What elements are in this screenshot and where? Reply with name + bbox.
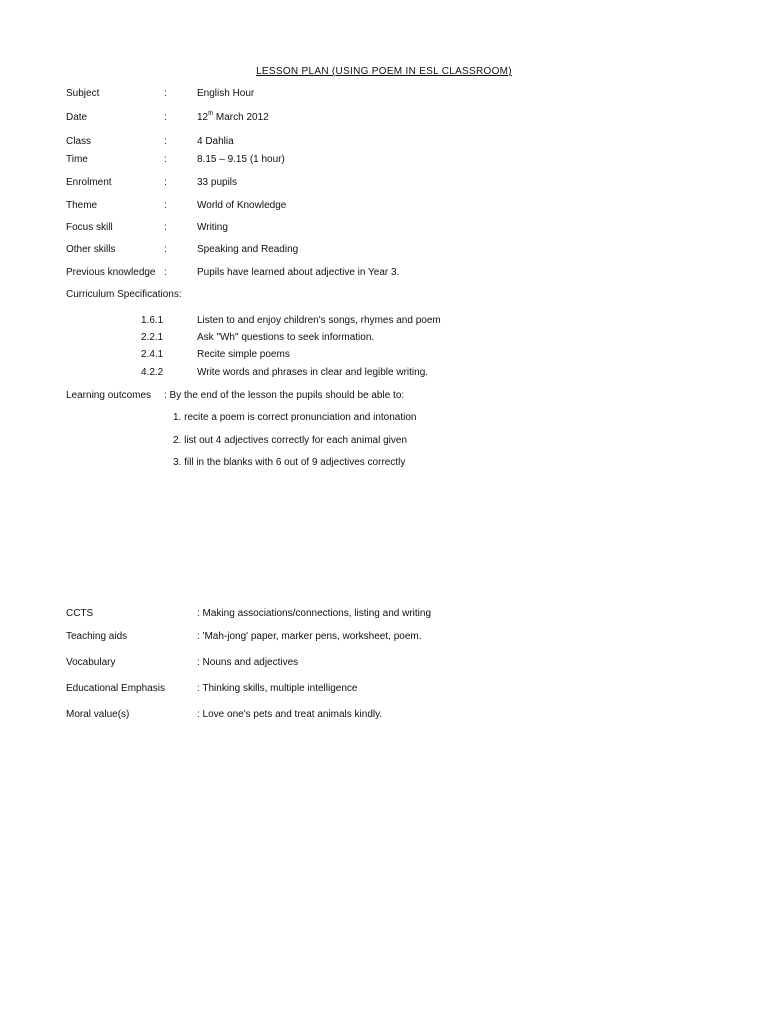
field-value: English Hour <box>197 88 255 99</box>
field-value: 4 Dahlia <box>197 136 234 147</box>
date-rest: March 2012 <box>213 112 269 123</box>
field-label: Class <box>66 136 92 147</box>
curriculum-code: 1.6.1 <box>141 315 164 326</box>
moral-values-value: : Love one's pets and treat animals kindly. <box>197 709 383 720</box>
ccts-value: : Making associations/connections, listing and writing <box>197 608 432 619</box>
field-label: Enrolment <box>66 177 112 188</box>
curriculum-code: 4.2.2 <box>141 367 164 378</box>
field-label: Other skills <box>66 244 116 255</box>
field-label: Subject <box>66 88 100 99</box>
field-label: Date <box>66 112 88 123</box>
learning-outcomes-intro: : By the end of the lesson the pupils should be able to: <box>164 390 405 401</box>
teaching-aids-value: : 'Mah-jong' paper, marker pens, worksheet, poem. <box>197 631 422 642</box>
field-colon: : <box>164 200 167 211</box>
field-colon: : <box>164 112 167 123</box>
field-value: World of Knowledge <box>197 200 287 211</box>
ccts-label: CCTS <box>66 608 94 619</box>
curriculum-text: Recite simple poems <box>197 349 290 360</box>
field-colon: : <box>164 136 167 147</box>
field-label: Theme <box>66 200 98 211</box>
teaching-aids-label: Teaching aids <box>66 631 128 642</box>
moral-values-label: Moral value(s) <box>66 709 130 720</box>
field-colon: : <box>164 222 167 233</box>
curriculum-code: 2.4.1 <box>141 349 164 360</box>
learning-outcomes-label: Learning outcomes <box>66 390 152 401</box>
curriculum-heading: Curriculum Specifications: <box>66 289 182 300</box>
educational-emphasis-value: : Thinking skills, multiple intelligence <box>197 683 358 694</box>
vocabulary-label: Vocabulary <box>66 657 116 668</box>
field-label: Previous knowledge <box>66 267 156 278</box>
date-day: 12 <box>197 112 209 123</box>
field-value: Pupils have learned about adjective in Year 3. <box>197 267 400 278</box>
field-colon: : <box>164 88 167 99</box>
learning-outcome-item: 2. list out 4 adjectives correctly for each animal given <box>173 435 407 446</box>
date-suffix: th <box>208 111 214 117</box>
educational-emphasis-label: Educational Emphasis <box>66 683 165 694</box>
curriculum-text: Listen to and enjoy children's songs, rhymes and poem <box>197 315 441 326</box>
field-colon: : <box>164 244 167 255</box>
vocabulary-value: : Nouns and adjectives <box>197 657 299 668</box>
field-value: Writing <box>197 222 228 233</box>
field-label: Focus skill <box>66 222 113 233</box>
field-value: 33 pupils <box>197 177 238 188</box>
field-colon: : <box>164 267 167 278</box>
learning-outcome-item: 3. fill in the blanks with 6 out of 9 adjectives correctly <box>173 457 406 468</box>
field-value <box>197 112 269 124</box>
field-value: Speaking and Reading <box>197 244 299 255</box>
field-colon: : <box>164 154 167 165</box>
curriculum-text: Write words and phrases in clear and legible writing. <box>197 367 429 378</box>
field-value: 8.15 – 9.15 (1 hour) <box>197 154 285 165</box>
field-colon: : <box>164 177 167 188</box>
curriculum-text: Ask "Wh" questions to seek information. <box>197 332 375 343</box>
learning-outcome-item: 1. recite a poem is correct pronunciation and intonation <box>173 412 417 423</box>
field-label: Time <box>66 154 88 165</box>
curriculum-code: 2.2.1 <box>141 332 164 343</box>
document-title: LESSON PLAN (USING POEM IN ESL CLASSROOM) <box>256 66 512 77</box>
